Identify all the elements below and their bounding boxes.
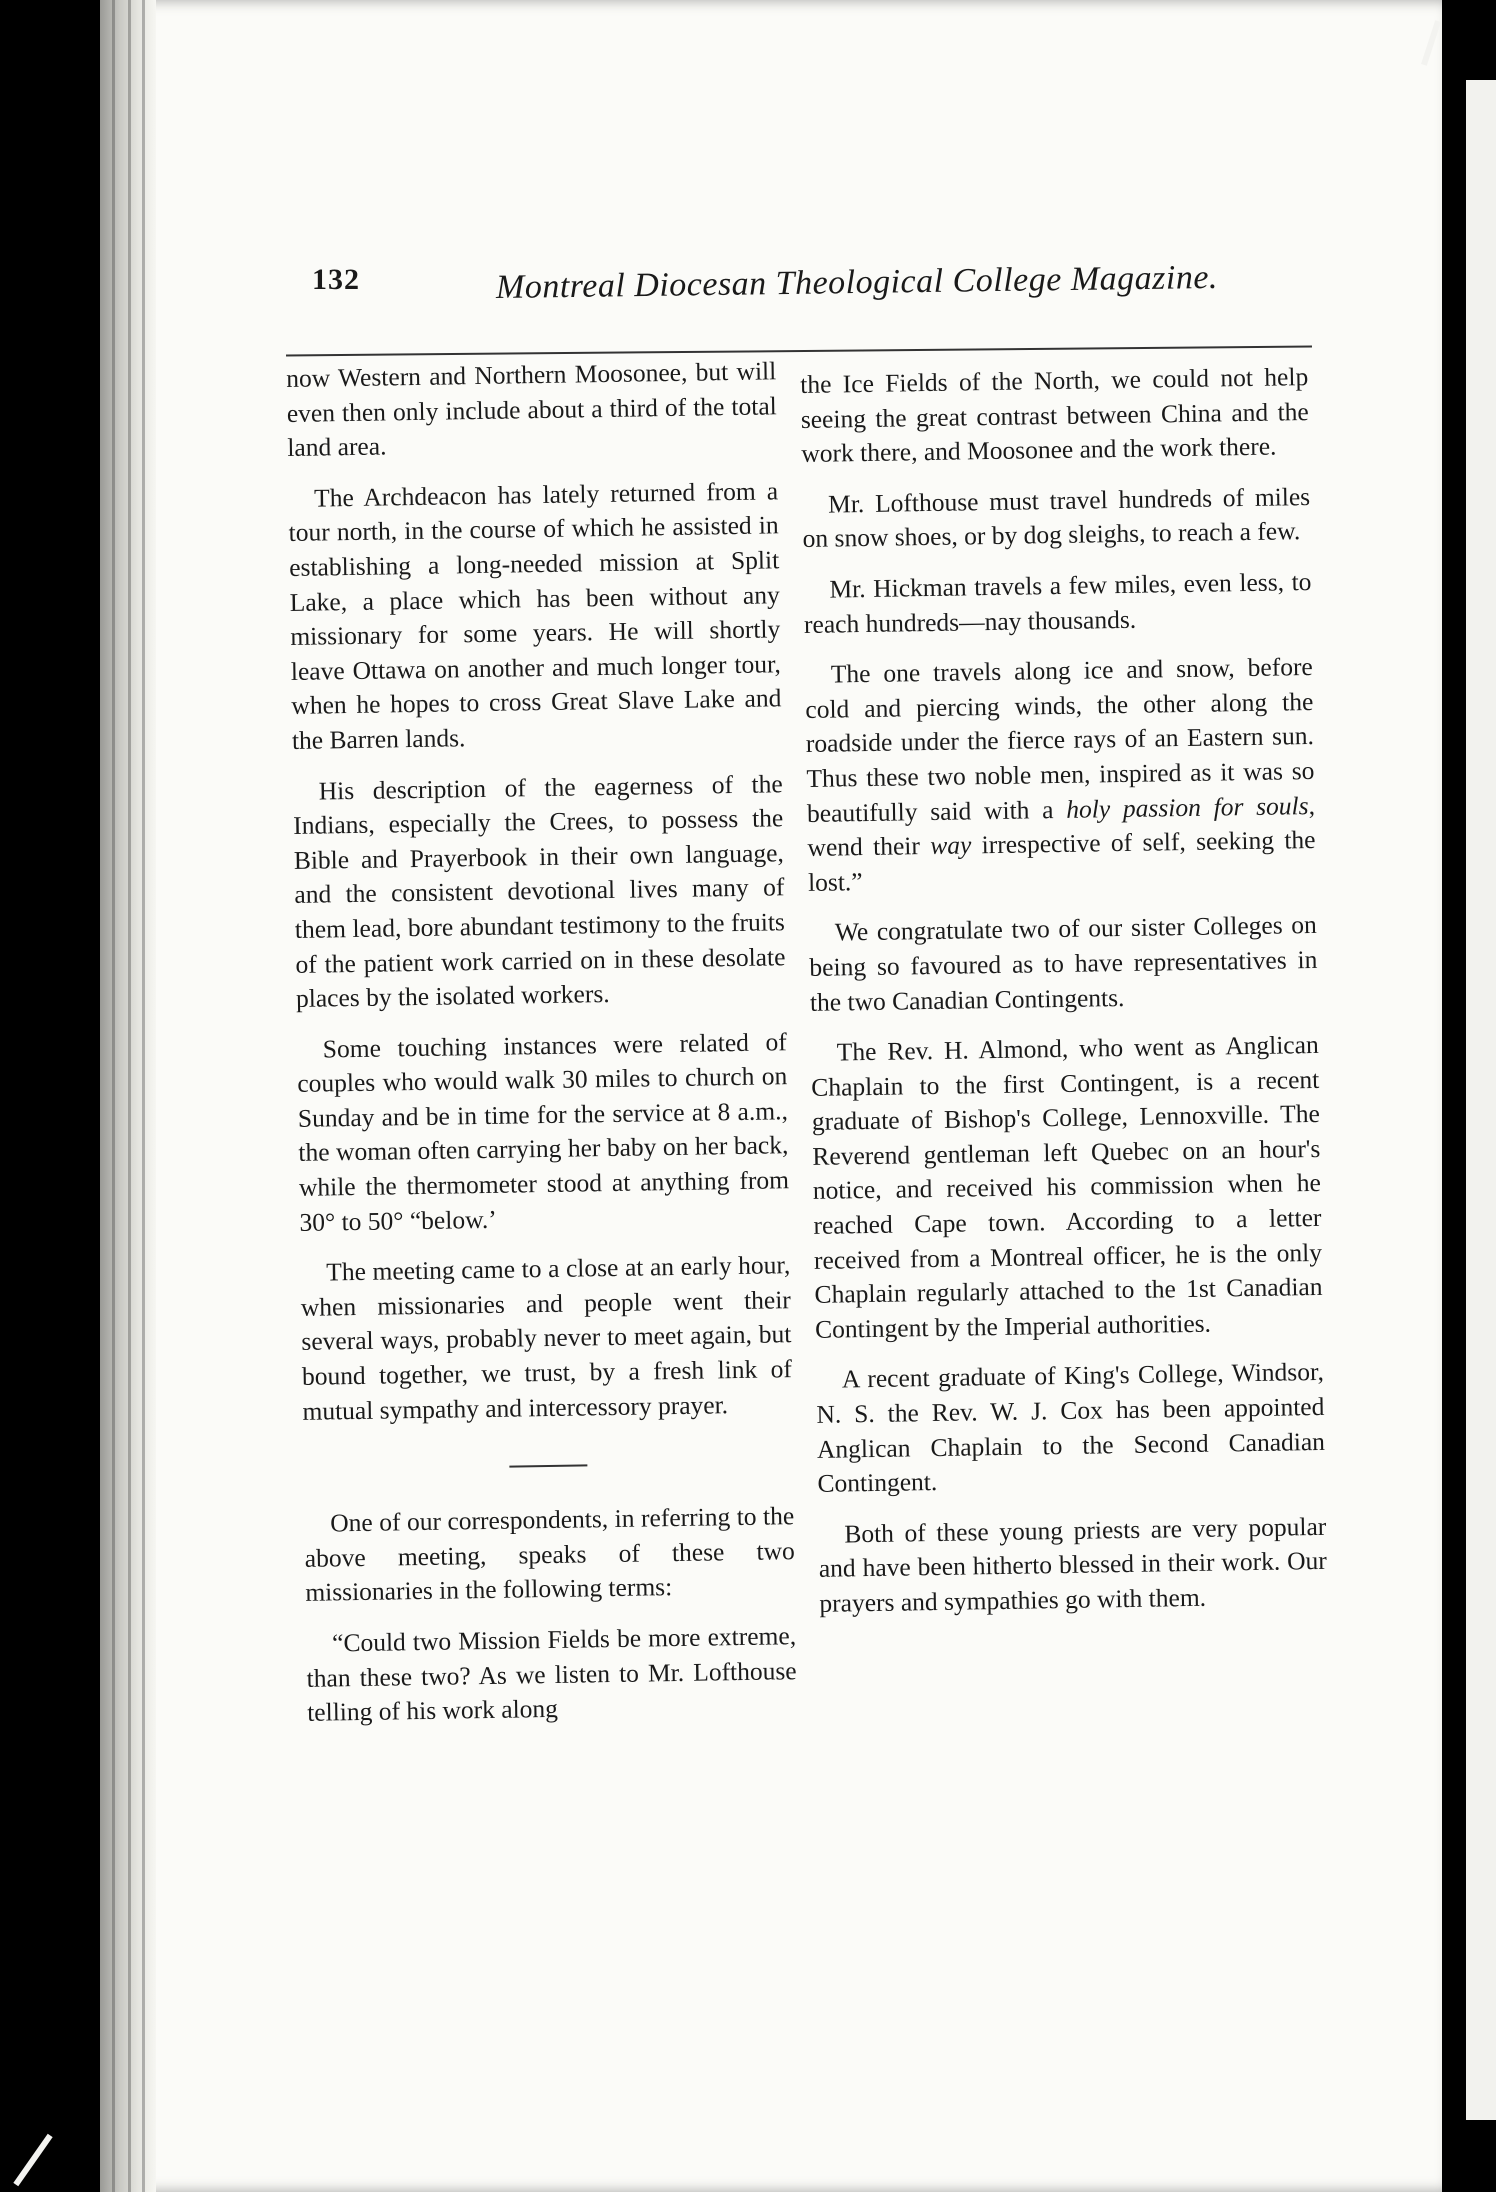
text-run: irrespective of self, seeking the lost.” xyxy=(807,825,1316,897)
running-title: Montreal Diocesan Theological College Magazine. xyxy=(495,258,1219,306)
paragraph: A recent graduate of King's College, Windsor, N. S. the Rev. W. J. Cox has been appointed Anglican Chaplain to the Second Canadian Contingent. xyxy=(816,1357,1326,1499)
italic-phrase: way xyxy=(929,830,972,861)
paragraph: We congratulate two of our sister Colleges on being so favoured as to have representatives in the two Canadian Contingents. xyxy=(809,910,1318,1017)
page-number: 132 xyxy=(312,263,360,296)
paragraph: now Western and Northern Moosonee, but will even then only include about a third of the total land area. xyxy=(286,356,777,463)
right-column xyxy=(800,360,1328,1637)
left-column xyxy=(286,354,798,1746)
scan-mark xyxy=(13,2134,52,2187)
paragraph: Both of these young priests are very popular and have been hitherto blessed in their work. Our prayers and sympathies go with them. xyxy=(818,1511,1328,1618)
paragraph: Some touching instances were related of couples who would walk 30 miles to church on Sunday and be in time for the service at 8 a.m., the woman often carrying her baby on her back, while the thermometer stood at anything from 30° to 50° “below.’ xyxy=(297,1026,790,1237)
text-run: , wend their xyxy=(807,790,1316,863)
italic-phrase: holy passion for souls xyxy=(1066,790,1309,824)
text-run: The one travels along ice and snow, before cold and piercing winds, the other along the roadside under the fierce rays of an Eastern sun. Thus these two noble men, inspired as it was so beautifully said with a xyxy=(805,652,1315,828)
paragraph: The Rev. H. Almond, who went as Anglican Chaplain to the first Contingent, is a recent graduate of Bishop's College, Lennoxville. The Reverend gentleman left Quebec on an hour's notice, and received his commission when he reached Cape town. According to a letter received from a Montreal officer, he is the only Chaplain regularly attached to the 1st Canadian Contingent by the Imperial authorities. xyxy=(811,1030,1323,1344)
page-header xyxy=(312,255,1322,335)
page-edge-line xyxy=(142,0,145,2192)
paragraph: the Ice Fields of the North, we could not help seeing the great contrast between China and the work there, and Moosonee and the work there. xyxy=(800,362,1309,469)
paragraph: One of our correspondents, in referring to the above meeting, speaks of these two missionaries in the following terms: xyxy=(304,1501,795,1608)
paragraph: “Could two Mission Fields be more extreme, than these two? As we listen to Mr. Lofthouse telling of his work along xyxy=(306,1621,797,1728)
paragraph: Mr. Hickman travels a few miles, even less, to reach hundreds—nay thousands. xyxy=(803,566,1312,639)
section-divider xyxy=(509,1465,587,1468)
page-edge-line xyxy=(128,0,131,2192)
page-edge-line xyxy=(112,0,115,2192)
next-page-edge xyxy=(1466,80,1496,2120)
paragraph: The Archdeacon has lately returned from a tour north, in the course of which he assisted in establishing a long-needed mission at Split Lake, a place which has been without any missionary for some years. He will shortly leave Ottawa on another and much longer tour, when he hopes to cross Great Slave Lake and the Barren lands. xyxy=(288,476,782,755)
paragraph: Mr. Lofthouse must travel hundreds of miles on snow shoes, or by dog sleighs, to reach a few. xyxy=(802,481,1311,554)
paragraph: His description of the eagerness of the Indians, especially the Crees, to possess the Bible and Prayerbook in their own language, and the consistent devotional lives many of them lead, bore abundant testimony to the fruits of the patient work carried on in these desolate places by the isolated workers. xyxy=(293,768,786,1014)
paragraph xyxy=(805,650,1317,900)
paragraph: The meeting came to a close at an early hour, when missionaries and people went their several ways, probably never to meet again, but bound together, we trust, by a fresh link of mutual sympathy and intercessory prayer. xyxy=(300,1250,793,1426)
